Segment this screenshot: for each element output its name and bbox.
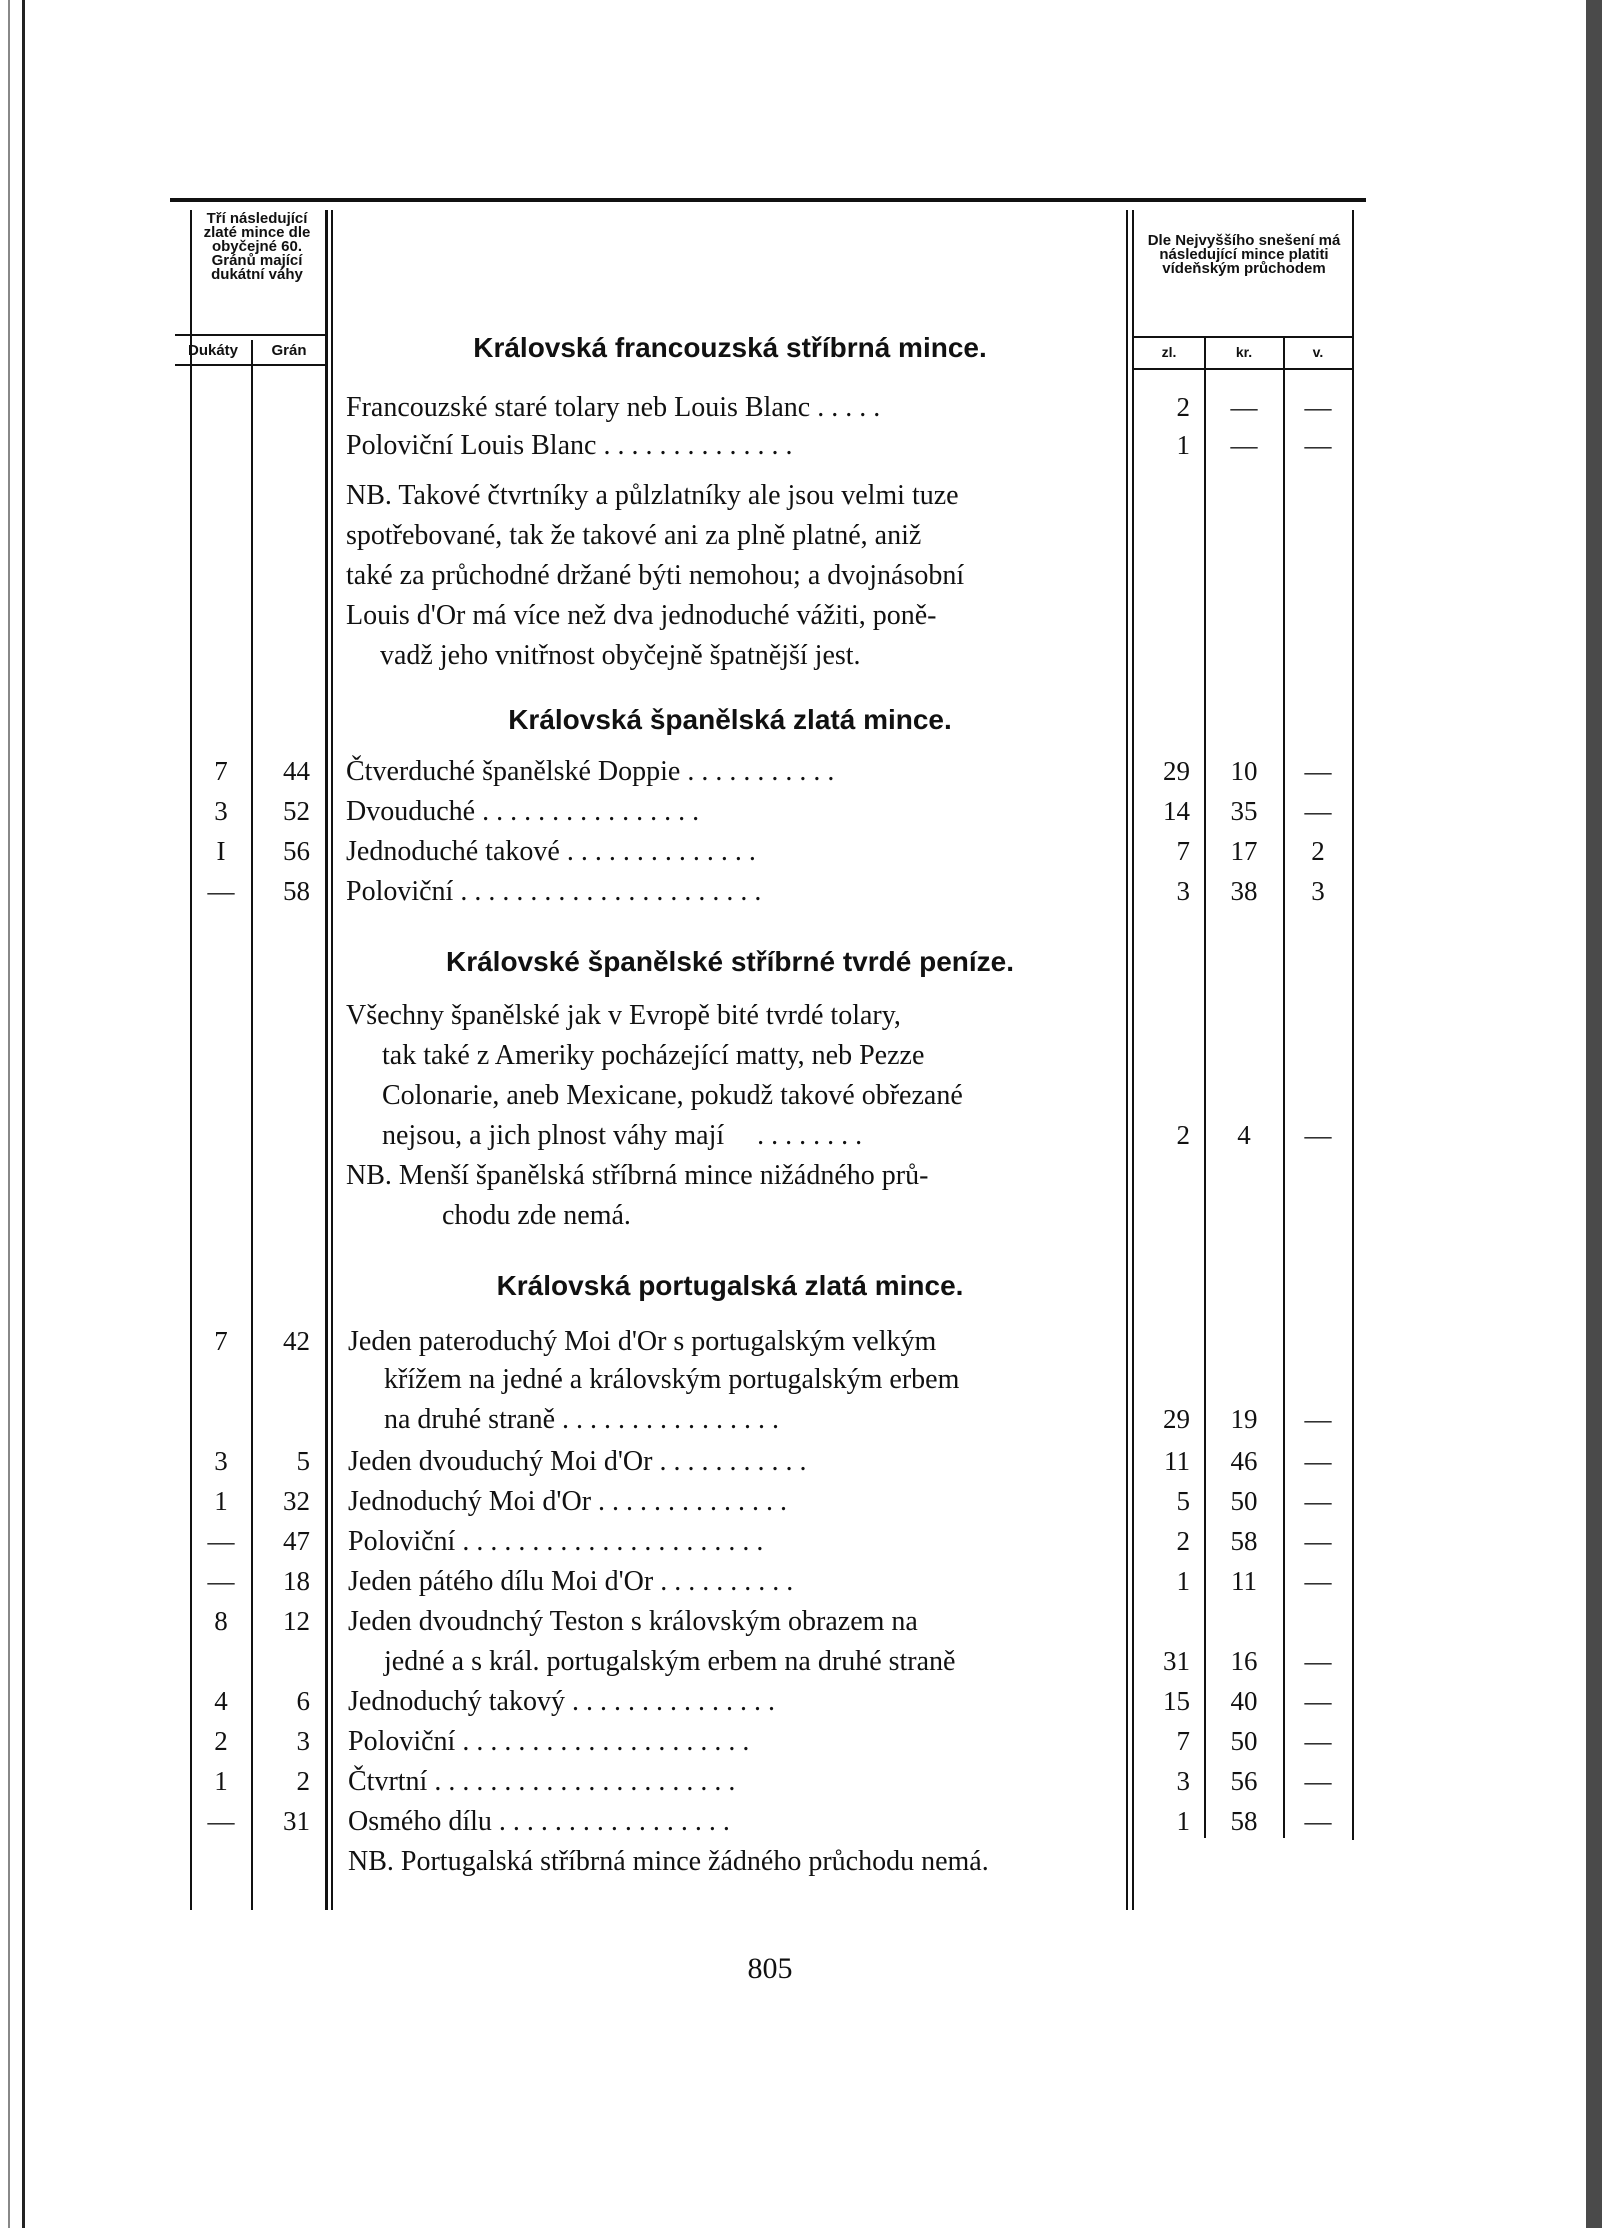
value-v: —: [1304, 756, 1332, 786]
row-label: Jeden dvouduchý Moi d'Or: [348, 1446, 653, 1477]
section-title-spanish-gold: Královská španělská zlatá mince.: [508, 704, 952, 735]
value-zl: 7: [1176, 1726, 1190, 1756]
value-gran: 6: [296, 1686, 310, 1716]
value-kr: 46: [1230, 1446, 1258, 1476]
leader-dots: ........: [757, 1120, 870, 1151]
value-dukaty: —: [207, 1566, 235, 1596]
value-v: —: [1304, 1766, 1332, 1796]
row-line: křížem na jedné a královským portugalským erbem: [384, 1364, 960, 1395]
leader-dots: ..............: [603, 430, 800, 461]
value-v: —: [1304, 1526, 1332, 1556]
row-label: Poloviční: [348, 1526, 456, 1557]
note-line: Louis d'Or má více než dva jednoduché vážiti, poně-: [346, 600, 937, 631]
leader-dots: .....................: [462, 1726, 757, 1757]
col-rule-1: [190, 210, 192, 1910]
header-rule-left: [175, 334, 327, 336]
page-number: 805: [747, 1952, 793, 1985]
header-col-gran: Grán: [271, 342, 307, 359]
value-v: —: [1304, 796, 1332, 826]
header-right-group: Dle Nejvyššího snešení má následující mince platiti vídeňským průchodem: [1147, 232, 1341, 277]
header-rule-right-2: [1134, 368, 1352, 370]
value-zl: 1: [1176, 430, 1190, 460]
value-kr: 11: [1231, 1566, 1257, 1596]
value-zl: 29: [1163, 756, 1190, 786]
value-dukaty: —: [207, 1806, 235, 1836]
value-v: —: [1304, 1686, 1332, 1716]
value-zl: 31: [1163, 1646, 1190, 1676]
header-col-v: v.: [1312, 344, 1324, 360]
leader-dots: ...........: [659, 1446, 814, 1477]
value-gran: 32: [283, 1486, 310, 1516]
col-rule-5: [1204, 338, 1206, 1838]
value-v: —: [1304, 430, 1332, 460]
header-left-group: Tří následující zlaté mince dle obyčejné 60. Gránů mající dukátní váhy: [203, 210, 311, 283]
header-rule-right: [1134, 336, 1352, 338]
value-kr: 50: [1230, 1486, 1258, 1516]
row-text: [348, 1682, 782, 1722]
col-rule-4: [1126, 210, 1128, 1910]
value-kr: 50: [1230, 1726, 1258, 1756]
value-gran: 12: [283, 1606, 310, 1636]
leader-dots: ...............: [571, 1686, 782, 1717]
row-text: [384, 1642, 955, 1682]
leader-dots: ...........: [687, 756, 842, 787]
value-kr: 56: [1230, 1766, 1258, 1796]
value-zl: 1: [1176, 1806, 1190, 1836]
leader-dots: ................: [562, 1404, 787, 1435]
row-text: [348, 1562, 800, 1602]
text-line: Colonarie, aneb Mexicane, pokudž takové obřezané: [382, 1080, 963, 1111]
value-v: —: [1304, 1726, 1332, 1756]
text-line: tak také z Ameriky pocházející matty, neb Pezze: [382, 1040, 925, 1071]
value-kr: 4: [1237, 1120, 1251, 1150]
row-text: [346, 388, 887, 428]
col-rule-4b: [1132, 210, 1134, 1910]
value-gran: 47: [283, 1526, 310, 1556]
row-label: na druhé straně: [384, 1404, 556, 1435]
value-zl: 2: [1176, 1526, 1190, 1556]
value-gran: 18: [283, 1566, 310, 1596]
leader-dots: ......................: [462, 1526, 771, 1557]
value-dukaty: 7: [214, 756, 228, 786]
value-v: —: [1304, 1806, 1332, 1836]
value-zl: 1: [1176, 1566, 1190, 1596]
value-dukaty: 4: [214, 1686, 228, 1716]
value-gran: 44: [283, 756, 310, 786]
value-dukaty: —: [207, 876, 235, 906]
note-line: vadž jeho vnitřnost obyčejně špatnější jest.: [380, 640, 861, 671]
row-label: Čtverduché španělské Doppie: [346, 756, 681, 787]
note-line: NB. Menší španělská stříbrná mince nižádného prů-: [346, 1160, 929, 1191]
value-v: —: [1304, 1120, 1332, 1150]
header-col-dukaty: Dukáty: [187, 342, 239, 359]
value-zl: 5: [1176, 1486, 1190, 1516]
value-gran: 2: [296, 1766, 310, 1796]
row-text: [346, 872, 768, 912]
row-label: nejsou, a jich plnost váhy mají: [382, 1120, 725, 1151]
value-zl: 3: [1176, 876, 1190, 906]
value-v: —: [1304, 1486, 1332, 1516]
header-col-kr: kr.: [1235, 344, 1253, 360]
section-title-portuguese-gold: Královská portugalská zlatá mince.: [496, 1270, 964, 1301]
scan-border-left-inner: [8, 0, 10, 2228]
value-zl: 7: [1176, 836, 1190, 866]
note-line: NB. Portugalská stříbrná mince žádného průchodu nemá.: [348, 1846, 989, 1877]
row-text: [348, 1442, 813, 1482]
leader-dots: ......................: [460, 876, 769, 907]
row-text: [348, 1762, 742, 1802]
value-gran: 42: [283, 1326, 310, 1356]
note-line: také za průchodné držané býti nemohou; a dvojnásobní: [346, 560, 965, 591]
row-label: Jednoduchý Moi d'Or: [348, 1486, 592, 1517]
value-gran: 56: [283, 836, 310, 866]
header-col-zl: zl.: [1161, 344, 1177, 360]
row-text: [346, 752, 841, 792]
value-zl: 3: [1176, 1766, 1190, 1796]
note-line: spotřebované, tak že takové ani za plně platné, aniž: [346, 520, 922, 551]
value-gran: 31: [283, 1806, 310, 1836]
value-kr: 16: [1230, 1646, 1258, 1676]
value-kr: 19: [1230, 1404, 1258, 1434]
leader-dots: ......................: [434, 1766, 743, 1797]
col-rule-7: [1352, 210, 1354, 1840]
row-line: Jeden dvoudnchý Teston s královským obrazem na: [348, 1606, 918, 1637]
value-gran: 3: [296, 1726, 310, 1756]
value-v: 3: [1311, 876, 1325, 906]
row-label: Poloviční Louis Blanc: [346, 430, 597, 461]
scan-border-right: [1586, 0, 1602, 2228]
row-text: [348, 1722, 756, 1762]
value-kr: 35: [1230, 796, 1258, 826]
value-dukaty: 1: [214, 1766, 228, 1796]
row-text: [346, 792, 706, 832]
row-text: [348, 1482, 794, 1522]
row-text: [346, 426, 799, 466]
value-dukaty: 8: [214, 1606, 228, 1636]
row-line: Jeden pateroduchý Moi d'Or s portugalským velkým: [348, 1326, 937, 1357]
note-line: NB. Takové čtvrtníky a půlzlatníky ale jsou velmi tuze: [346, 480, 959, 511]
value-zl: 29: [1163, 1404, 1190, 1434]
row-label: Francouzské staré tolary neb Louis Blanc: [346, 392, 811, 423]
row-label: Jeden pátého dílu Moi d'Or: [348, 1566, 654, 1597]
section-title-french-silver: Královská francouzská stříbrná mince.: [473, 332, 987, 363]
value-gran: 5: [296, 1446, 310, 1476]
row-text: [348, 1802, 737, 1842]
col-rule-6: [1283, 338, 1285, 1838]
value-zl: 11: [1164, 1446, 1190, 1476]
value-dukaty: 3: [214, 1446, 228, 1476]
value-zl: 14: [1163, 796, 1190, 826]
row-label: jedné a s král. portugalským erbem na druhé straně: [384, 1646, 956, 1677]
row-label: Dvouduché: [346, 796, 476, 827]
leader-dots: .....: [817, 392, 888, 423]
value-v: —: [1304, 1566, 1332, 1596]
row-text: [346, 832, 763, 872]
row-label: Osmého dílu: [348, 1806, 492, 1837]
value-kr: 40: [1230, 1686, 1258, 1716]
leader-dots: ..........: [660, 1566, 801, 1597]
value-v: —: [1304, 1646, 1332, 1676]
value-v: 2: [1311, 836, 1325, 866]
row-label: Jednoduché takové: [346, 836, 560, 867]
top-rule: [170, 198, 1366, 202]
value-dukaty: 3: [214, 796, 228, 826]
row-label: Čtvrtní: [348, 1766, 428, 1797]
row-label: Poloviční: [348, 1726, 456, 1757]
col-rule-3b: [331, 210, 333, 1910]
text-line: Všechny španělské jak v Evropě bité tvrdé tolary,: [346, 1000, 901, 1031]
header-rule-left-2: [175, 364, 327, 366]
value-dukaty: 2: [214, 1726, 228, 1756]
value-zl: 2: [1176, 392, 1190, 422]
note-line: chodu zde nemá.: [442, 1200, 631, 1231]
value-kr: —: [1230, 392, 1258, 422]
value-dukaty: I: [216, 836, 226, 866]
leader-dots: ..............: [566, 836, 763, 867]
value-v: —: [1304, 392, 1332, 422]
value-kr: 10: [1230, 756, 1258, 786]
value-kr: —: [1230, 430, 1258, 460]
col-rule-3: [325, 210, 328, 1910]
section-title-spanish-silver: Královské španělské stříbrné tvrdé peníze.: [445, 946, 1015, 977]
value-kr: 58: [1230, 1526, 1258, 1556]
scan-border-left: [22, 0, 25, 2228]
value-zl: 2: [1176, 1120, 1190, 1150]
value-kr: 58: [1230, 1806, 1258, 1836]
leader-dots: .................: [498, 1806, 737, 1837]
value-dukaty: 1: [214, 1486, 228, 1516]
value-kr: 17: [1230, 836, 1258, 866]
row-text: [384, 1400, 786, 1440]
value-gran: 58: [283, 876, 310, 906]
value-kr: 38: [1230, 876, 1258, 906]
value-dukaty: 7: [214, 1326, 228, 1356]
row-label: Poloviční: [346, 876, 454, 907]
value-v: —: [1304, 1404, 1332, 1434]
row-label: Jednoduchý takový: [348, 1686, 565, 1717]
value-v: —: [1304, 1446, 1332, 1476]
leader-dots: ..............: [598, 1486, 795, 1517]
row-text: [348, 1522, 770, 1562]
col-rule-2: [251, 340, 253, 1910]
value-zl: 15: [1163, 1686, 1190, 1716]
value-dukaty: —: [207, 1526, 235, 1556]
value-gran: 52: [283, 796, 310, 826]
text-line: [382, 1116, 869, 1156]
leader-dots: ................: [482, 796, 707, 827]
